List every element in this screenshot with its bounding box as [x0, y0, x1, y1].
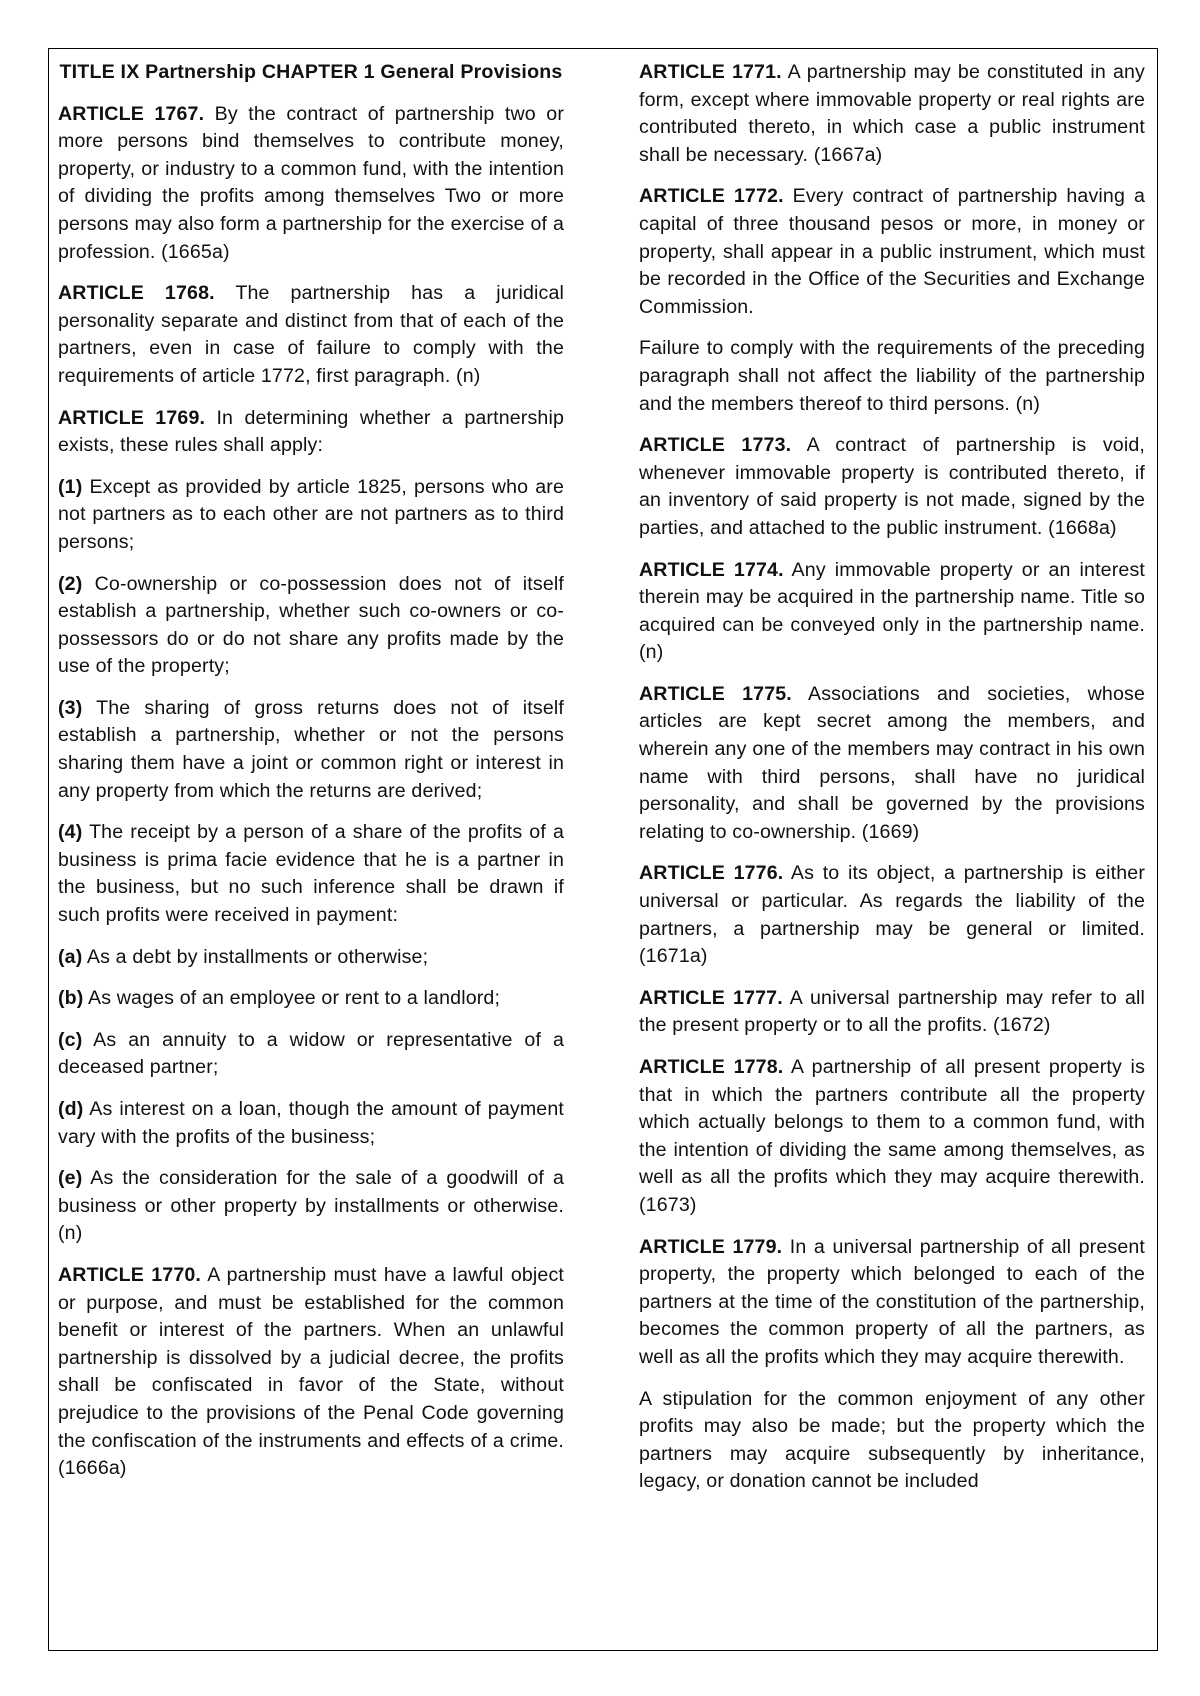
- article-text: A partnership must have a lawful object or purpose, and must be established for the common benefit or interest of the partners. When an unlawful partnership is dissolved by a judicial decree, the profits shall be confiscated in favor of the State, without prejudice to the provisions of the Penal Code governing the confiscation of the instruments and effects of a crime. (1666a): [58, 1263, 565, 1480]
- rule-text: The sharing of gross returns does not of itself establish a partnership, whether or not the persons sharing them have a joint or common right or interest in any property from which the returns are derived;: [58, 696, 564, 802]
- article-1774: [639, 557, 1145, 667]
- rule-label: (4): [58, 821, 83, 844]
- article-1779: [639, 1234, 1145, 1372]
- sub-rule-e: [58, 1165, 564, 1248]
- document-title: TITLE IX Partnership CHAPTER 1 General Provisions: [59, 61, 563, 83]
- sub-rule-text: As an annuity to a widow or representative of a deceased partner;: [58, 1028, 564, 1079]
- article-1776: [639, 860, 1145, 970]
- sub-rule-label: (a): [58, 945, 83, 968]
- sub-rule-label: (d): [58, 1098, 84, 1120]
- article-label: ARTICLE 1768.: [58, 282, 215, 305]
- article-label: ARTICLE 1778.: [639, 1056, 784, 1078]
- article-text: Every contract of partnership having a capital of three thousand pesos or more, in money or property, shall appear in a public instrument, which must be recorded in the Office of the Securities and Exchange Commission.: [639, 185, 1145, 318]
- article-1775: [639, 681, 1145, 847]
- article-1778: [639, 1054, 1145, 1220]
- article-1770: [58, 1262, 564, 1483]
- article-label: ARTICLE 1770.: [58, 1263, 202, 1286]
- article-text: A contract of partnership is void, whenever immovable property is contributed thereto, if an inventory of said property is not made, signed by the parties, and attached to the public instrument. (1668a): [639, 434, 1145, 539]
- sub-rule-text: As wages of an employee or rent to a landlord;: [83, 987, 501, 1010]
- sub-rule-d: [58, 1096, 564, 1151]
- article-1768: [58, 280, 564, 390]
- rule-1: [58, 474, 564, 557]
- rule-3: [58, 695, 564, 805]
- article-1769: [58, 405, 564, 460]
- right-column: [639, 59, 1145, 1510]
- sub-rule-a: [58, 944, 564, 972]
- article-text: In determining whether a partnership exists, these rules shall apply:: [58, 406, 565, 457]
- article-label: ARTICLE 1776.: [639, 862, 784, 885]
- sub-rule-b: [58, 985, 564, 1013]
- article-label: ARTICLE 1769.: [58, 406, 206, 429]
- article-label: ARTICLE 1771.: [639, 61, 782, 83]
- article-text: Any immovable property or an interest therein may be acquired in the partnership name. Title so acquired can be conveyed only in the partnership name. (n): [639, 558, 1145, 664]
- left-column: [58, 59, 564, 1497]
- sub-rule-label: (e): [58, 1167, 83, 1190]
- article-1779-paragraph-2: [639, 1386, 1145, 1496]
- sub-rule-c: [58, 1027, 564, 1082]
- article-text: A partnership of all present property is that in which the partners contribute all the property which actually belongs to them to a common fund, with the intention of dividing the same among themselves, as well as all the profits which they may acquire therewith. (1673): [639, 1056, 1146, 1216]
- rule-2: [58, 571, 564, 681]
- article-text: By the contract of partnership two or more persons bind themselves to contribute money, property, or industry to a common fund, with the intention of dividing the profits among themselves Two or more persons may also form a partnership for the exercise of a profession. (1665a): [58, 102, 565, 263]
- article-label: ARTICLE 1779.: [639, 1235, 783, 1258]
- rule-label: (2): [58, 572, 83, 595]
- rule-label: (3): [58, 696, 83, 719]
- article-label: ARTICLE 1774.: [639, 558, 784, 581]
- paragraph-text: A stipulation for the common enjoyment of any other profits may also be made; but the property which the partners may acquire subsequently by inheritance, legacy, or donation cannot be included: [639, 1387, 1145, 1493]
- article-text: Associations and societies, whose articles are kept secret among the members, and wherein any one of the members may contract in his own name with third persons, shall have no juridical personality, and shall be governed by the provisions relating to co-ownership. (1669): [639, 682, 1145, 843]
- article-label: ARTICLE 1772.: [639, 185, 784, 208]
- sub-rule-text: As a debt by installments or otherwise;: [82, 945, 429, 968]
- rule-text: The receipt by a person of a share of the profits of a business is prima facie evidence that he is a partner in the business, but no such inference shall be drawn if such profits were received in payment:: [58, 821, 564, 927]
- article-text: In a universal partnership of all present property, the property which belonged to each of the partners at the time of the constitution of the partnership, becomes the common property of all the partners, as well as all the profits which they may acquire therewith.: [639, 1235, 1146, 1368]
- article-text: A partnership may be constituted in any form, except where immovable property or real rights are contributed thereto, in which case a public instrument shall be necessary. (1667a): [639, 61, 1145, 166]
- article-1773: [639, 432, 1145, 542]
- article-1777: [639, 985, 1145, 1040]
- article-1767: [58, 101, 564, 267]
- article-text: The partnership has a juridical personality separate and distinct from that of each of the partners, even in case of failure to comply with the requirements of article 1772, first paragraph. (n): [58, 282, 565, 387]
- sub-rule-label: (b): [58, 987, 84, 1010]
- sub-rule-text: As interest on a loan, though the amount of payment vary with the profits of the business;: [58, 1098, 564, 1148]
- sub-rule-text: As the consideration for the sale of a goodwill of a business or other property by installments or otherwise. (n): [58, 1167, 564, 1245]
- article-1771: [639, 59, 1145, 169]
- article-text: As to its object, a partnership is either universal or particular. As regards the liability of the partners, a partnership may be general or limited. (1671a): [639, 862, 1145, 968]
- rule-label: (1): [58, 475, 83, 498]
- article-text: A universal partnership may refer to all the present property or to all the profits. (1672): [639, 986, 1145, 1037]
- rule-text: Except as provided by article 1825, persons who are not partners as to each other are not partners as to third persons;: [58, 475, 564, 553]
- article-1772-paragraph-2: [639, 335, 1145, 418]
- article-label: ARTICLE 1775.: [639, 682, 792, 705]
- article-1772: [639, 183, 1145, 321]
- article-label: ARTICLE 1767.: [58, 102, 205, 125]
- sub-rule-label: (c): [58, 1028, 83, 1051]
- paragraph-text: Failure to comply with the requirements of the preceding paragraph shall not affect the liability of the partnership and the members thereof to third persons. (n): [639, 337, 1145, 415]
- rule-4: [58, 819, 564, 929]
- rule-text: Co-ownership or co-possession does not of itself establish a partnership, whether such co-owners or co-possessors do or do not share any profits made by the use of the property;: [58, 572, 564, 678]
- article-label: ARTICLE 1777.: [639, 986, 783, 1009]
- page-frame: [48, 48, 1158, 1651]
- article-label: ARTICLE 1773.: [639, 434, 792, 457]
